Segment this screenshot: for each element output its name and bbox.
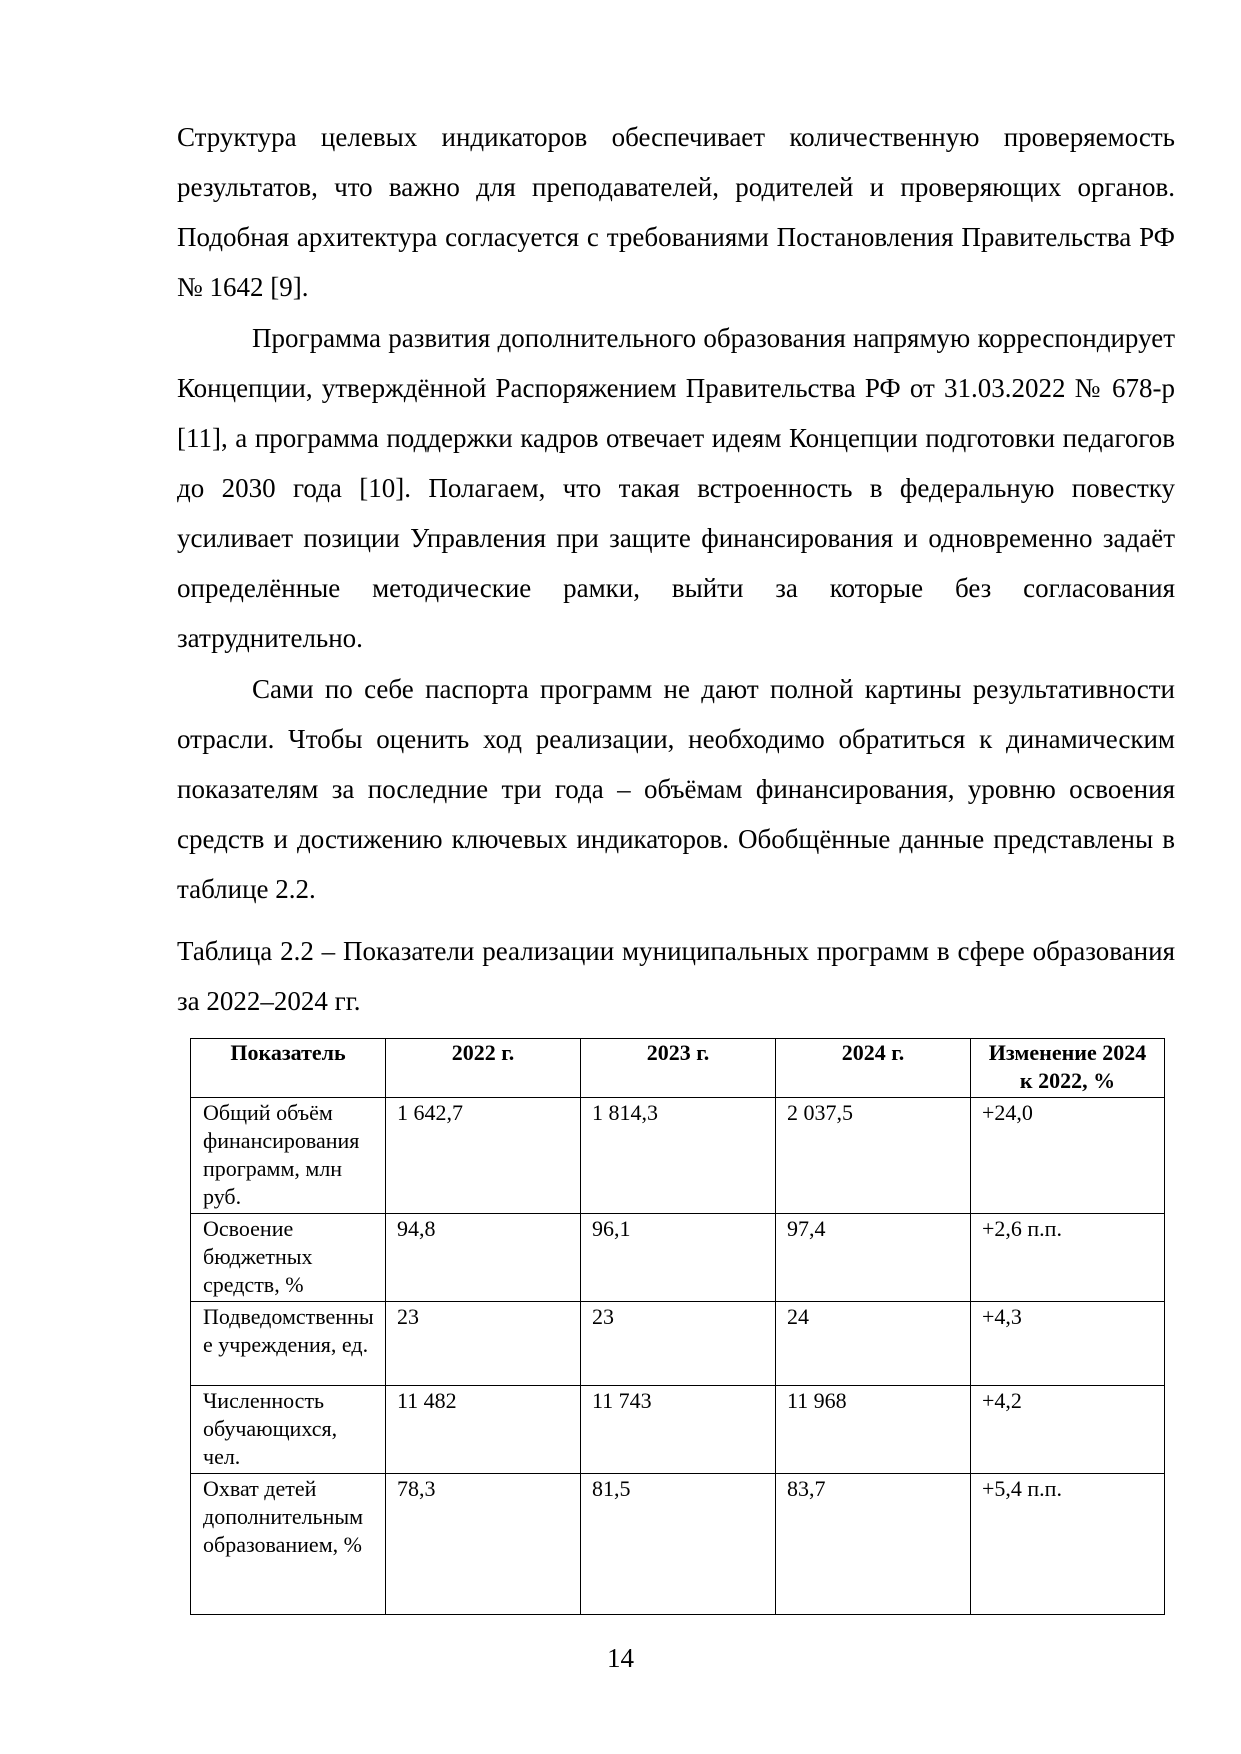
table-cell: 94,8 [386,1214,581,1302]
table-header-cell: 2023 г. [581,1039,776,1098]
table-cell: 1 814,3 [581,1098,776,1214]
table-cell: 2 037,5 [776,1098,971,1214]
table-header-cell: Изменение 2024 к 2022, % [971,1039,1165,1098]
body-paragraph: Программа развития дополнительного образования напрямую корреспондирует Концепции, утверждённой Распоряжением Правительства РФ от 31.03.2022 № 678-р [11], а программа поддержки кадров отвечает идеям Концепции подготовки педагогов до 2030 года [10]. Полагаем, что такая встроенность в федеральную повестку усиливает позиции Управления при защите финансирования и одновременно задаёт определённые методические рамки, выйти за которые без согласования затруднительно. [177,323,1175,653]
table-cell: 24 [776,1302,971,1386]
table-cell: Охват детей дополнительным образованием, % [191,1474,386,1615]
table-cell: +2,6 п.п. [971,1214,1165,1302]
table-cell: 11 482 [386,1386,581,1474]
table-cell: 23 [386,1302,581,1386]
table-cell: +4,2 [971,1386,1165,1474]
indicators-table [190,1038,1165,1615]
body-paragraph: Структура целевых индикаторов обеспечивает количественную проверяемость результатов, что важно для преподавателей, родителей и проверяющих органов. Подобная архитектура согласуется с требованиями Постановления Правительства РФ № 1642 [9]. [177,122,1175,302]
table-cell: 97,4 [776,1214,971,1302]
table-cell: 23 [581,1302,776,1386]
table-cell: +5,4 п.п. [971,1474,1165,1615]
table-header-row [191,1039,1165,1098]
page-number: 14 [607,1643,634,1673]
table-cell: 81,5 [581,1474,776,1615]
table-cell: Освоение бюджетных средств, % [191,1214,386,1302]
table-row [191,1386,1165,1474]
table-cell: 11 743 [581,1386,776,1474]
table-cell: 11 968 [776,1386,971,1474]
table-cell: Численность обучающихся, чел. [191,1386,386,1474]
table-header-cell: Показатель [191,1039,386,1098]
table-header-cell: 2024 г. [776,1039,971,1098]
table-header-cell: 2022 г. [386,1039,581,1098]
table-caption: Таблица 2.2 – Показатели реализации муниципальных программ в сфере образования за 2022–2024 гг. [177,936,1175,1016]
table-cell: 96,1 [581,1214,776,1302]
table-cell: +4,3 [971,1302,1165,1386]
body-paragraph: Сами по себе паспорта программ не дают полной картины результативности отрасли. Чтобы оценить ход реализации, необходимо обратиться к динамическим показателям за последние три года – объёмам финансирования, уровню освоения средств и достижению ключевых индикаторов. Обобщённые данные представлены в таблице 2.2. [177,674,1175,904]
table-cell: Общий объём финансирования программ, млн руб. [191,1098,386,1214]
table-cell: Подведомственные учреждения, ед. [191,1302,386,1386]
table-cell: 83,7 [776,1474,971,1615]
table-row [191,1474,1165,1615]
table-cell: 1 642,7 [386,1098,581,1214]
table-row [191,1214,1165,1302]
table-cell: +24,0 [971,1098,1165,1214]
table-row [191,1302,1165,1386]
table-cell: 78,3 [386,1474,581,1615]
table-row [191,1098,1165,1214]
